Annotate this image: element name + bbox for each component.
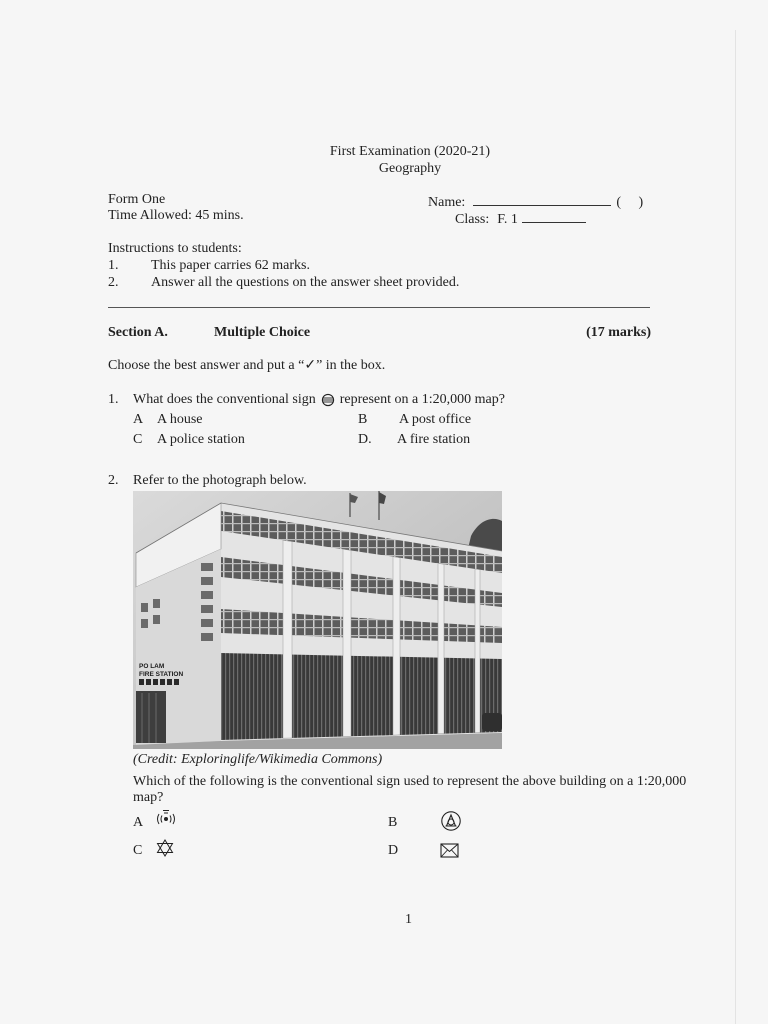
envelope-icon bbox=[440, 843, 459, 858]
divider-line bbox=[108, 307, 650, 308]
option-letter: C bbox=[133, 843, 143, 858]
option-text: A fire station bbox=[397, 432, 471, 447]
star-of-david-icon bbox=[156, 839, 174, 857]
class-blank-line bbox=[522, 210, 586, 223]
instructions-heading: Instructions to students: bbox=[108, 241, 242, 256]
photo-sign-line: PO LAM bbox=[139, 663, 165, 670]
instruction-number: 2. bbox=[108, 275, 119, 290]
class-label: Class: bbox=[455, 212, 490, 227]
question-2-text: Which of the following is the conventional sign used to represent the above building on a 1:20,000 map? bbox=[133, 774, 687, 805]
option-letter: B bbox=[388, 815, 398, 830]
question-number: 2. bbox=[108, 473, 119, 488]
page-number: 1 bbox=[405, 912, 412, 927]
option-letter: D bbox=[388, 843, 399, 858]
option-text: A house bbox=[157, 412, 203, 427]
option-letter: A bbox=[133, 815, 144, 830]
option-letter: A bbox=[133, 412, 144, 427]
photo-car bbox=[482, 713, 502, 731]
section-marks: (17 marks) bbox=[586, 325, 651, 340]
name-blank-line bbox=[473, 193, 611, 206]
class-field bbox=[455, 210, 586, 228]
class-value: F. 1 bbox=[497, 212, 518, 227]
option-letter: C bbox=[133, 432, 143, 447]
exam-title: First Examination (2020-21) bbox=[329, 144, 491, 159]
form-level: Form One bbox=[108, 192, 166, 207]
instruction-number: 1. bbox=[108, 258, 119, 273]
section-label: Section A. bbox=[108, 325, 168, 340]
siren-icon bbox=[154, 808, 178, 830]
option-text: A police station bbox=[157, 432, 245, 447]
photo-roller-doors bbox=[221, 653, 502, 740]
name-label: Name: bbox=[428, 195, 466, 210]
circle-horizontal-lines-icon bbox=[321, 393, 335, 407]
section-directive: Choose the best answer and put a “✓” in the box. bbox=[108, 358, 386, 373]
exam-subject: Geography bbox=[378, 161, 442, 176]
question-2-prompt: Refer to the photograph below. bbox=[133, 473, 307, 488]
option-text: A post office bbox=[399, 412, 472, 427]
section-title: Multiple Choice bbox=[214, 325, 311, 340]
scan-edge-line bbox=[735, 30, 736, 1024]
instruction-text: This paper carries 62 marks. bbox=[151, 258, 310, 273]
question-1-text bbox=[133, 392, 505, 408]
fire-station-photo bbox=[133, 491, 502, 749]
question-number: 1. bbox=[108, 392, 119, 407]
name-field bbox=[428, 193, 643, 211]
class-number-brackets: ( ) bbox=[616, 195, 644, 210]
option-letter: B bbox=[358, 412, 368, 427]
photo-sign-line: FIRE STATION bbox=[139, 671, 184, 678]
question-text-part: What does the conventional sign bbox=[133, 392, 316, 407]
question-text-part: represent on a 1:20,000 map? bbox=[339, 392, 505, 407]
time-allowed: Time Allowed: 45 mins. bbox=[108, 208, 244, 223]
circled-a-icon bbox=[440, 810, 462, 832]
option-letter: D. bbox=[358, 432, 372, 447]
photo-credit: (Credit: Exploringlife/Wikimedia Commons) bbox=[133, 752, 383, 767]
instruction-text: Answer all the questions on the answer sheet provided. bbox=[151, 275, 460, 290]
